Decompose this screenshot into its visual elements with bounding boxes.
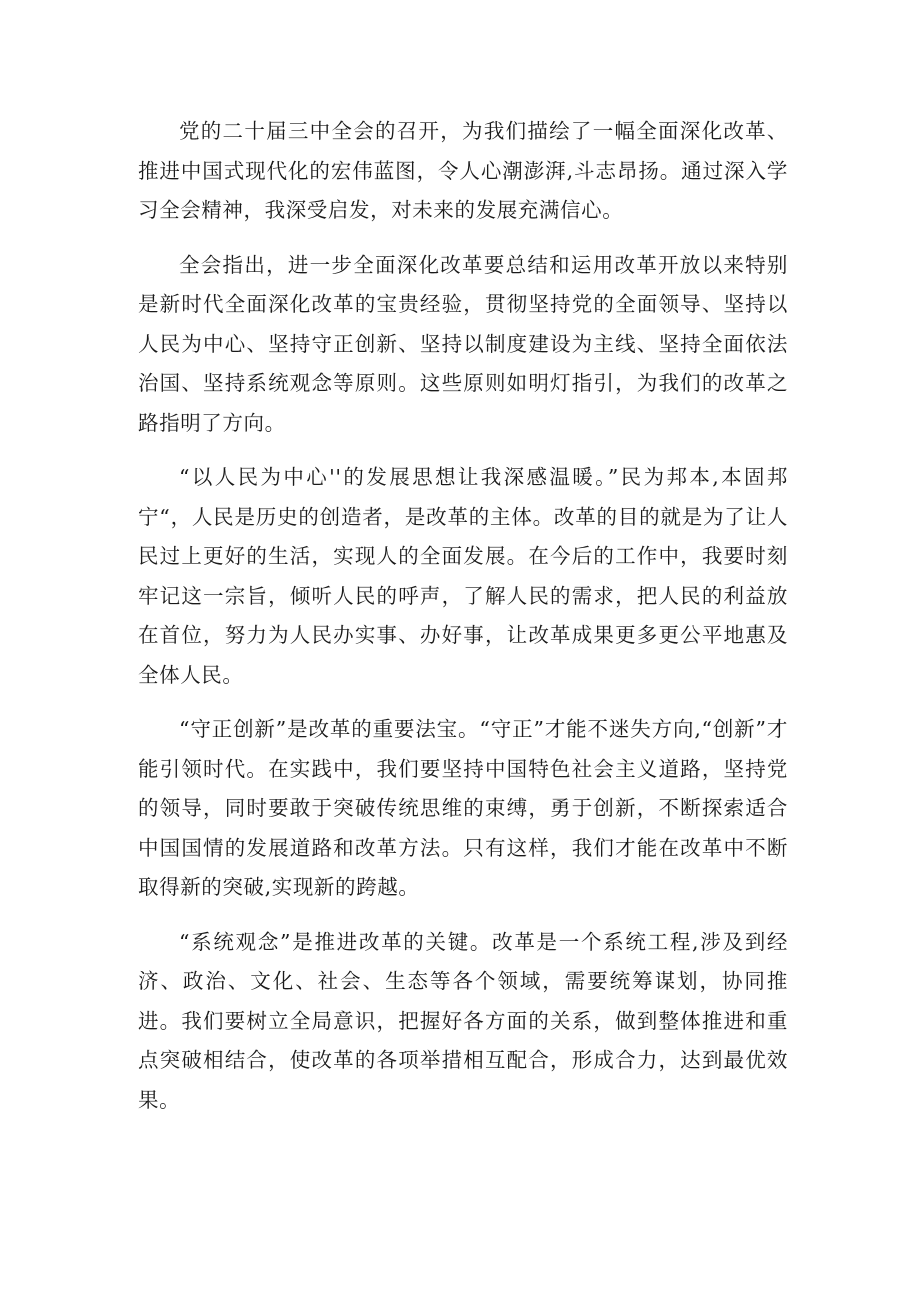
paragraph-2: 全会指出，进一步全面深化改革要总结和运用改革开放以来特别是新时代全面深化改革的宝贵经验，贯彻坚持党的全面领导、坚持以人民为中心、坚持守正创新、坚持以制度建设为主线、坚持全面依法治国、坚持系统观念等原则。这些原则如明灯指引，为我们的改革之路指明了方向。 [138,252,788,435]
paragraph-4: “守正创新”是改革的重要法宝。“守正”才能不迷失方向,“创新”才能引领时代。在实践中，我们要坚持中国特色社会主义道路，坚持党的领导，同时要敢于突破传统思维的束缚，勇于创新，不断探索适合中国国情的发展道路和改革方法。只有这样，我们才能在改革中不断取得新的突破,实现新的跨越。 [138,717,788,899]
paragraph-5: “系统观念”是推进改革的关键。改革是一个系统工程,涉及到经济、政治、文化、社会、生态等各个领域，需要统筹谋划，协同推进。我们要树立全局意识，把握好各方面的关系，做到整体推进和重点突破相结合，使改革的各项举措相互配合，形成合力，达到最优效果。 [138,929,788,1112]
paragraph-3: “以人民为中心''的发展思想让我深感温暖。”民为邦本,本固邦宁“，人民是历史的创造者，是改革的主体。改革的目的就是为了让人民过上更好的生活，实现人的全面发展。在今后的工作中，我要时刻牢记这一宗旨，倾听人民的呼声，了解人民的需求，把人民的利益放在首位，努力为人民办实事、办好事，让改革成果更多更公平地惠及全体人民。 [138,465,788,687]
document-body [138,112,788,1135]
paragraph-1: 党的二十届三中全会的召开，为我们描绘了一幅全面深化改革、推进中国式现代化的宏伟蓝图，令人心潮澎湃,斗志昂扬。通过深入学习全会精神，我深受启发，对未来的发展充满信心。 [138,119,788,222]
